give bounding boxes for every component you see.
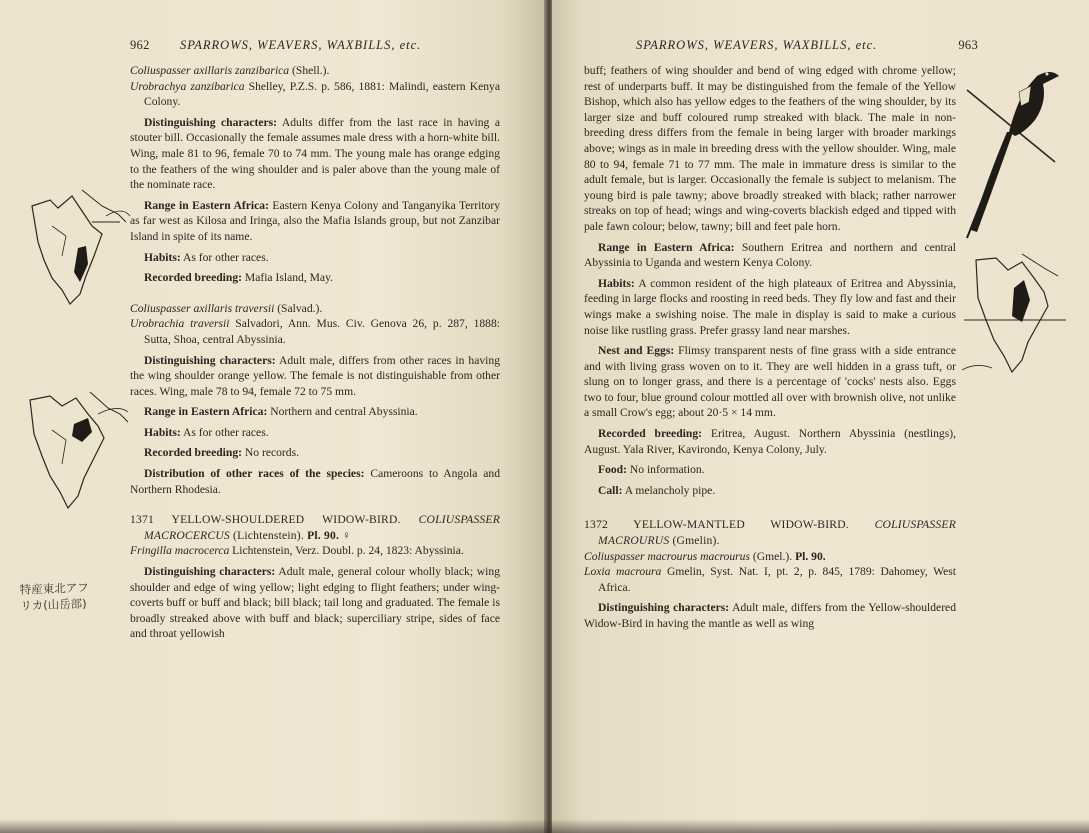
subspecies-name: Coliuspasser axillaris traversii (Salvad.).: [130, 301, 323, 315]
subspecies-name: Coliuspasser axillaris zanzibarica (Shell.).: [130, 64, 330, 77]
nest-and-eggs: Nest and Eggs: Flimsy transparent nests of fine grass with a side entrance and with living grass woven on to it. They are well hidden in a grass tuft, or slung on to longer grass, and there is a percentage of 'cocks' nests also. Eggs two to four, blue ground colour mottled all over with brownish olive, not unlike a small Crow's egg; about 20·5 × 14 mm.: [584, 344, 956, 420]
synonym: Urobrachia traversii Salvadori, Ann. Mus. Civ. Genova 26, p. 287, 1888: Sutta, Shoa, central Abyssinia.: [130, 317, 500, 346]
range-map-traversii: [22, 384, 132, 514]
range: Range in Eastern Africa: Southern Eritrea and northern and central Abyssinia to Uganda and western Kenya Colony.: [584, 240, 956, 270]
distinguishing-characters: Distinguishing characters: Adult male, differs from the Yellow-shouldered Widow-Bird in having the mantle as well as wing: [584, 601, 956, 630]
right-page-number: 963: [958, 38, 978, 52]
left-page-number: 962: [130, 38, 150, 52]
right-running-head: SPARROWS, WEAVERS, WAXBILLS, etc.: [636, 38, 878, 52]
distinguishing-characters: Distinguishing characters: Adults differ from the last race in having a stouter bill. Occasionally the female assumes male dress with a horn-white bill. Wing, male 81 to 96, female 70 to 74 mm. The young male has orange edging to the feathers of the wing shoulder and is paler above than the young male of the nominate race.: [130, 115, 500, 192]
recorded-breeding: Recorded breeding: Eritrea, August. Northern Abyssinia (nestlings), August. Yala River, Kavirondo, Kenya Colony, July.: [584, 427, 956, 456]
subspecies-name: Coliuspasser macrourus macrourus (Gmel.). Pl. 90.: [584, 549, 826, 563]
handwritten-note: [19, 578, 120, 613]
recorded-breeding: Recorded breeding: No records.: [144, 446, 299, 460]
left-header: [130, 38, 502, 53]
widow-bird-illustration: [959, 62, 1063, 242]
handwritten-note-line: リカ(山岳部): [20, 596, 87, 613]
distinguishing-characters: Distinguishing characters: Adult male, general colour wholly black; wing shoulder and edge of wing yellow; light edging to flight feathers; under wing-coverts buff or buff and black; bill black; tail long and graduated. The female is broadly streaked above with buff and black; superciliary stripe, sides of face and throat yellowish: [130, 565, 500, 641]
description-continuation: buff; feathers of wing shoulder and bend of wing edged with chrome yellow; rest of underparts buff. It may be distinguished from the female of the Yellow Bishop, which also has yellow edges to the feathers of the wing shoulder, by its larger size and buff coloured rump streaked with black. The male in non-breeding dress differs from the female in being larger with broader markings above; wings as in male in breeding dress with the yellow shoulder. Wing, male 80 to 94, female 71 to 77 mm. The male in immature dress is similar to the adult female, but is larger. Occasionally the female is subject to melanism. The young bird is pale tawny; above broadly streaked with black; rather narrower streaks on top of head; wings and wing-coverts blackish edged and tipped with pale fawn colour; below, tawny; bill and feet pale horn.: [584, 64, 956, 233]
species-heading-1371: 1371 YELLOW-SHOULDERED WIDOW-BIRD. COLIUSPASSER MACROCERCUS (Lichtenstein). Pl. 90. ♀: [130, 513, 500, 542]
range-map-zanzibarica: [22, 186, 132, 316]
call: Call: A melancholy pipe.: [598, 483, 716, 497]
food: Food: No information.: [598, 463, 705, 477]
range: Range in Eastern Africa: Northern and central Abyssinia.: [144, 405, 418, 419]
synonym: Loxia macroura Gmelin, Syst. Nat. I, pt. 2, p. 845, 1789: Dahomey, West Africa.: [584, 565, 956, 594]
species-heading-1372: 1372 YELLOW-MANTLED WIDOW-BIRD. COLIUSPASSER MACROURUS (Gmelin).: [584, 518, 956, 548]
handwritten-note-line: 特産東北アフ: [19, 580, 89, 597]
habits: Habits: A common resident of the high plateaux of Eritrea and Abyssinia, feeding in large flocks and roosting in reed beds. They fly low and fast and their wings make a swishing noise. The male in display is said to make a curious noise like rustling grass. Prefer grassy land near marshes.: [584, 276, 956, 337]
habits: Habits: As for other races.: [144, 250, 269, 264]
recorded-breeding: Recorded breeding: Mafia Island, May.: [144, 271, 334, 285]
right-header: [636, 38, 978, 53]
range: Range in Eastern Africa: Eastern Kenya Colony and Tanganyika Territory as far west as Kilosa and Iringa, also the Mafia Islands group, but not Zanzibar Island in spite of its name.: [130, 198, 500, 243]
synonym: Fringilla macrocerca Lichtenstein, Verz. Doubl. p. 24, 1823: Abyssinia.: [130, 544, 464, 558]
right-page: [552, 0, 1089, 833]
range-map-macrocercus: [962, 250, 1067, 380]
synonym: Urobrachya zanzibarica Shelley, P.Z.S. p. 586, 1881: Malindi, eastern Kenya Colony.: [130, 79, 501, 109]
left-running-head: SPARROWS, WEAVERS, WAXBILLS, etc.: [180, 38, 422, 52]
distribution-other-races: Distribution of other races of the species: Cameroons to Angola and Northern Rhodesia.: [130, 467, 500, 496]
distinguishing-characters: Distinguishing characters: Adult male, differs from other races in having the wing shoulder orange yellow. The female is not distinguishable from other races. Wing, male 78 to 94, female 72 to 75 mm.: [130, 353, 500, 398]
left-body-text: [130, 63, 500, 647]
right-body-text: [584, 63, 956, 637]
page-bottom-shadow: [0, 819, 1089, 833]
habits: Habits: As for other races.: [144, 425, 269, 439]
